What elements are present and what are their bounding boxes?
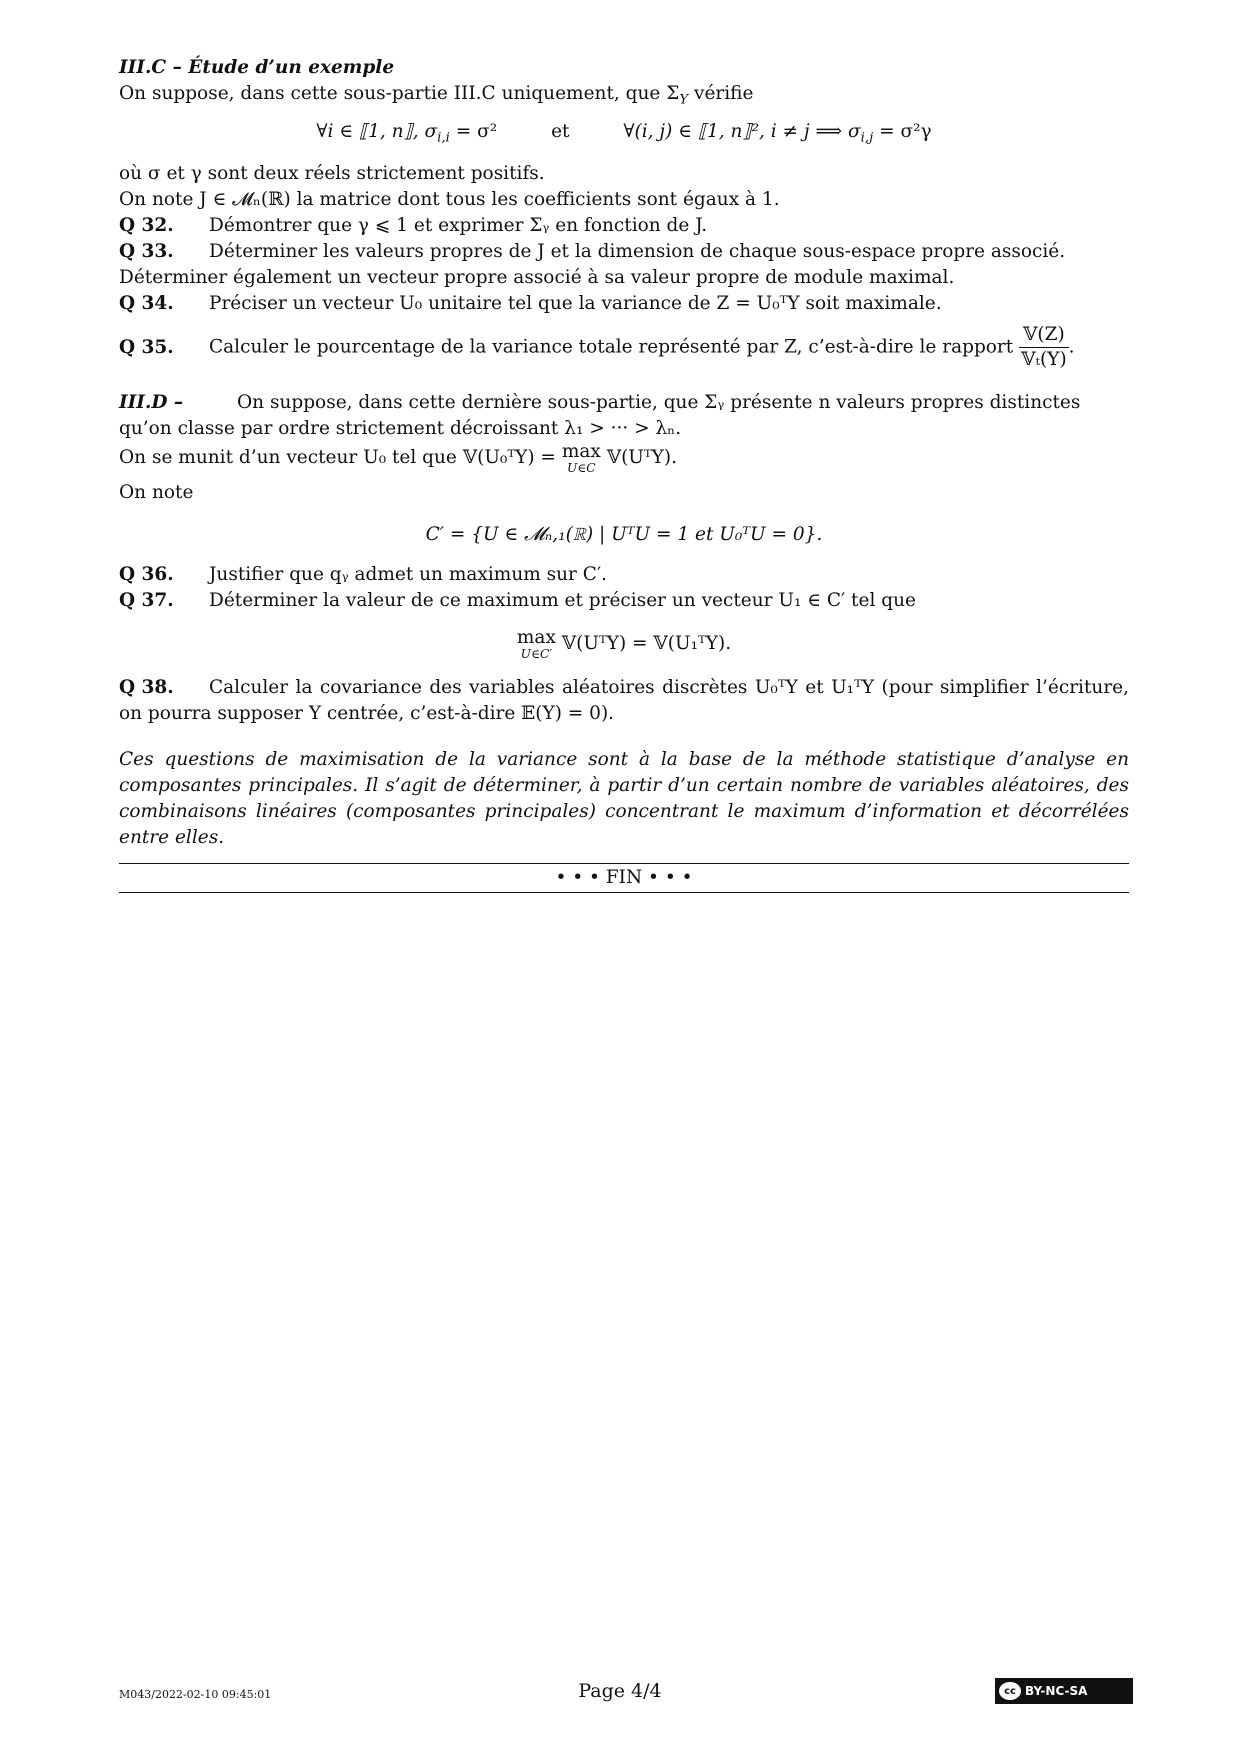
matrix-j-line: On note J ∈ 𝓜ₙ(ℝ) la matrice dont tous les coefficients sont égaux à 1. xyxy=(119,189,780,210)
q33-text: Déterminer les valeurs propres de J et la dimension de chaque sous-espace propre associé. Déterminer également un vecteur propre associé à sa valeur propre de module maximal. xyxy=(119,241,1066,288)
q36-text: Justifier que qᵧ admet un maximum sur C′. xyxy=(209,564,608,586)
eq-et: et xyxy=(551,121,570,142)
q34-label: Q 34. xyxy=(119,293,174,314)
cc-icon: cc xyxy=(999,1682,1021,1700)
end-marker: • • • FIN • • • xyxy=(119,863,1129,893)
q37-equation: max U∈C′ 𝕍(UᵀY) = 𝕍(U₁ᵀY). xyxy=(516,627,732,661)
question-33 xyxy=(119,239,1129,291)
question-36 xyxy=(119,562,1129,588)
question-38 xyxy=(119,675,1129,727)
section-d-text: On suppose, dans cette dernière sous-partie, que Σᵧ présente n valeurs propres distinctes qu’on classe par ordre strictement décroissant λ₁ > ··· > λₙ. xyxy=(119,392,1081,440)
q37-text: Déterminer la valeur de ce maximum et préciser un vecteur U₁ ∈ C′ tel que xyxy=(209,590,916,612)
question-32 xyxy=(119,213,1129,239)
page-number: Page 4/4 xyxy=(578,1680,662,1702)
q38-text: Calculer la covariance des variables aléatoires discrètes U₀ᵀY et U₁ᵀY (pour simplifier l’écriture, on pourra supposer Y centrée, c’est-à-dire 𝔼(Y) = 0). xyxy=(119,676,1129,724)
q37-label: Q 37. xyxy=(119,590,174,612)
q38-label: Q 38. xyxy=(119,676,174,698)
question-37 xyxy=(119,588,1129,614)
q32-label: Q 32. xyxy=(119,215,174,236)
section-c-title: III.C – Étude d’un exemple xyxy=(119,57,395,78)
variance-ratio xyxy=(1019,323,1069,372)
section-d-title: III.D – xyxy=(119,392,184,414)
q33-label: Q 33. xyxy=(119,241,174,262)
footer-code: M043/2022-02-10 09:45:01 xyxy=(119,1688,272,1701)
q32-text: Démontrer que γ ⩽ 1 et exprimer Σᵧ en fonction de J. xyxy=(209,215,708,236)
max-over-c-prime: max U∈C′ xyxy=(516,627,556,661)
on-note: On note xyxy=(119,482,194,504)
question-35: Q 35. Calculer le pourcentage de la variance totale représenté par Z, c’est-à-dire le rapport $\frac{\text{𝕍(Z)}}{\text{𝕍ₜ(Y)}}$ . xyxy=(119,323,1129,372)
license-badge xyxy=(995,1678,1133,1704)
section-c-intro: On suppose, dans cette sous-partie III.C uniquement, que $\Sigma_Y$ vérifie xyxy=(119,83,754,108)
eq-left: ∀i ∈ ⟦1, n⟧, σ xyxy=(316,121,438,142)
question-34 xyxy=(119,291,1129,317)
ratio-numerator: 𝕍(Z) xyxy=(1019,323,1069,348)
page-content xyxy=(119,55,1129,893)
q35-text: Calculer le pourcentage de la variance totale représenté par Z, c’est-à-dire le rapport xyxy=(209,336,1014,358)
eq-right-tail: = σ²γ xyxy=(879,121,932,142)
closing-remark: Ces questions de maximisation de la variance sont à la base de la méthode statistique d’analyse en composantes principales. Il s’agit de déterminer, à partir d’un certain nombre de variables aléatoires, des combinaisons linéaires (composantes principales) concentrant le maximum d’information et décorrélées entre elles. xyxy=(119,748,1129,848)
set-c-prime: C′ = {U ∈ 𝓜ₙ,₁(ℝ) | UᵀU = 1 et U₀ᵀU = 0}. xyxy=(425,524,823,546)
ratio-denominator: 𝕍ₜ(Y) xyxy=(1021,349,1067,371)
q35-label: Q 35. xyxy=(119,336,174,358)
equation-sigma: ∀i ∈ ⟦1, n⟧, $\sigma_{i,i} = \sigma^2$ et ∀(i, j) ∈ ⟦1, n⟧², i ≠ j ⟹ $\sigma_{i,j} = \sigma^2\gamma$ xyxy=(316,121,932,146)
eq-left-tail: = σ² xyxy=(455,121,498,142)
q36-label: Q 36. xyxy=(119,564,174,586)
eq-right: ∀(i, j) ∈ ⟦1, n⟧², i ≠ j ⟹ σ xyxy=(623,121,861,142)
max-over-c: max U∈C xyxy=(561,441,601,475)
intro-tail: vérifie xyxy=(694,83,754,104)
q34-text: Préciser un vecteur U₀ unitaire tel que la variance de Z = U₀ᵀY soit maximale. xyxy=(209,293,942,314)
sigma-gamma-line: où σ et γ sont deux réels strictement positifs. xyxy=(119,163,545,184)
section-d-intro xyxy=(119,390,1129,442)
license-text: BY-NC-SA xyxy=(1025,1684,1088,1698)
intro-text: On suppose, dans cette sous-partie III.C uniquement, que Σ xyxy=(119,83,680,104)
u0-line: On se munit d’un vecteur U₀ tel que 𝕍(U₀ᵀY) = max U∈C 𝕍(UᵀY). xyxy=(119,441,677,475)
